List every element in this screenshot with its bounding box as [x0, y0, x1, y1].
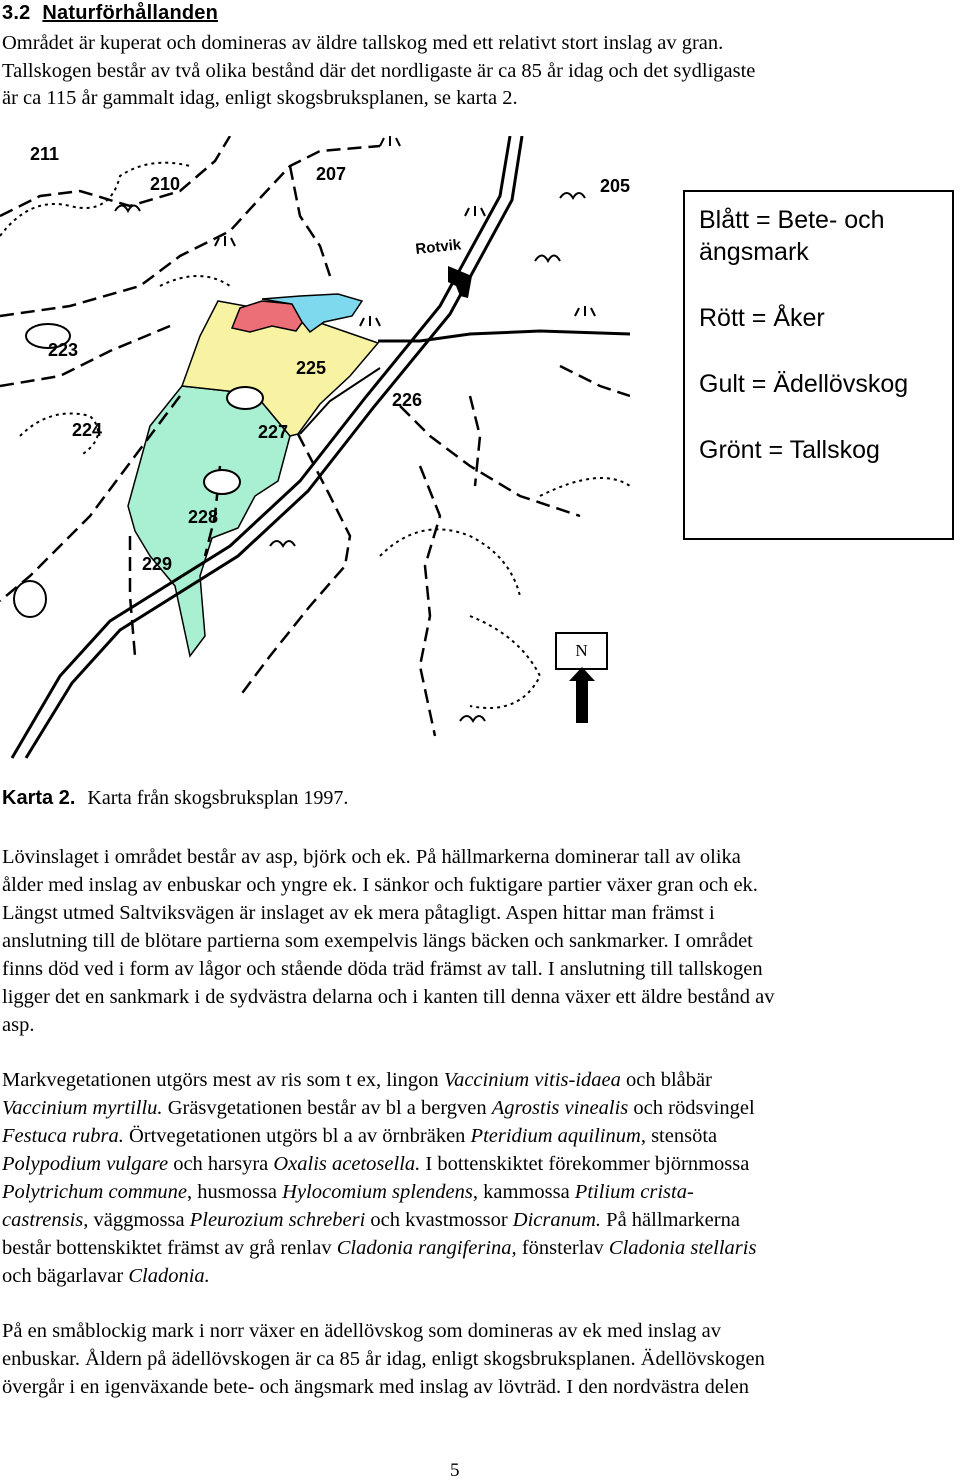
paragraph-line: anslutning till de blötare partierna som exempelvis längs bäcken och sankmarker. I området	[2, 930, 753, 952]
paragraph-line: På en småblockig mark i norr växer en ädellövskog som domineras av ek med inslag av	[2, 1320, 722, 1342]
stand-label-224: 224	[72, 420, 103, 440]
text-run: , kammossa	[472, 1181, 575, 1203]
section-title: Naturförhållanden	[42, 2, 219, 24]
stand-label-211: 211	[30, 144, 60, 164]
paragraph-lovinslag	[2, 843, 952, 1039]
text-run: , stensöta	[640, 1125, 718, 1147]
north-label: N	[555, 632, 608, 670]
paragraph-line: asp.	[2, 1014, 35, 1036]
stand-label-226: 226	[392, 390, 423, 410]
paragraph-adellovskog	[2, 1317, 952, 1401]
stand-label-229: 229	[142, 554, 173, 574]
paragraph-line: finns död ved i form av lågor och stående döda träd främst av tall. I anslutning till tallskogen	[2, 958, 763, 980]
intro-line: Tallskogen består av två olika bestånd där det nordligaste är ca 85 år idag och det sydligaste	[2, 59, 756, 82]
paragraph-line	[2, 1206, 952, 1234]
text-run: , husmossa	[187, 1181, 283, 1203]
paragraph-line: enbuskar. Åldern på ädellövskogen är ca 85 år idag, enligt skogsbruksplanen. Ädellövskogen	[2, 1348, 765, 1370]
paragraph-line: Längst utmed Saltviksvägen är inslaget av ek mera påtagligt. Aspen hittar man främst i	[2, 902, 715, 924]
forest-stand-map	[0, 136, 630, 761]
paragraph-line	[2, 1122, 952, 1150]
caption-label: Karta 2.	[2, 787, 76, 809]
intro-line: är ca 115 år gammalt idag, enligt skogsbruksplanen, se karta 2.	[2, 87, 518, 109]
species-name: Hylocomium splendens	[282, 1181, 473, 1203]
intro-paragraph	[2, 30, 952, 113]
text-run: består bottenskiktet främst av grå renlav	[2, 1237, 337, 1259]
text-run: fönsterlav	[516, 1237, 609, 1259]
species-name: Vaccinium myrtillu.	[2, 1097, 163, 1119]
paragraph-line: ligger det en sankmark i de sydvästra delarna och i kanten till denna växer ett äldre bestånd av	[2, 986, 775, 1008]
species-name: Pteridium aquilinum	[470, 1125, 641, 1147]
species-name: Dicranum.	[512, 1209, 602, 1231]
stand-label-225: 225	[296, 358, 327, 378]
map-place-label: Rotvik	[414, 236, 463, 258]
legend-green: Grönt = Tallskog	[699, 436, 880, 464]
paragraph-line	[2, 1262, 952, 1290]
text-run: Markvegetationen utgörs mest av ris som t ex, lingon	[2, 1069, 444, 1091]
page-number: 5	[450, 1460, 460, 1481]
species-name: Cladonia stellaris	[608, 1237, 757, 1259]
paragraph-line: Lövinslaget i området består av asp, björk och ek. På hällmarkerna dominerar tall av olika	[2, 846, 741, 868]
section-heading	[2, 2, 218, 25]
text-run: och kvastmossor	[365, 1209, 513, 1231]
paragraph-line: ålder med inslag av enbuskar och yngre ek. I sänkor och fuktigare partier växer gran och ek.	[2, 874, 758, 896]
species-name: Oxalis acetosella.	[273, 1153, 421, 1175]
stand-label-205: 205	[600, 176, 630, 196]
text-run: , väggmossa	[83, 1209, 190, 1231]
stand-label-228: 228	[188, 507, 219, 527]
caption-text: Karta från skogsbruksplan 1997.	[87, 787, 349, 809]
species-name: Ptilium crista-	[574, 1181, 694, 1203]
species-name: Cladonia.	[128, 1265, 210, 1287]
paragraph-line	[2, 1150, 952, 1178]
species-name: Festuca rubra.	[2, 1125, 124, 1147]
species-name: Polytrichum commune	[2, 1181, 188, 1203]
intro-line: Området är kuperat och domineras av äldre tallskog med ett relativt stort inslag av gran.	[2, 32, 724, 54]
text-run: och blåbär	[620, 1069, 712, 1091]
text-run: Gräsvgetationen består av bl a bergven	[162, 1097, 492, 1119]
text-run: I bottenskiktet förekommer björnmossa	[420, 1153, 750, 1175]
map-legend	[683, 190, 954, 540]
text-run: och rödsvingel	[628, 1097, 755, 1119]
species-name: Cladonia rangiferina,	[336, 1237, 517, 1259]
legend-blue-line1: Blått = Bete- och	[699, 206, 885, 234]
stand-label-207: 207	[316, 164, 347, 184]
species-name: castrensis	[2, 1209, 84, 1231]
stand-label-210: 210	[150, 174, 181, 194]
text-run: och bägarlavar	[2, 1265, 129, 1287]
paragraph-line	[2, 1178, 952, 1206]
paragraph-line	[2, 1066, 952, 1094]
text-run: Örtvegetationen utgörs bl a av örnbräken	[123, 1125, 471, 1147]
paragraph-line	[2, 1234, 952, 1262]
paragraph-line: övergår i en igenväxande bete- och ängsmark med inslag av lövträd. I den nordvästra delen	[2, 1376, 750, 1398]
species-name: Agrostis vinealis	[491, 1097, 629, 1119]
stand-label-227: 227	[258, 422, 289, 442]
paragraph-line	[2, 1094, 952, 1122]
stand-label-223: 223	[48, 340, 79, 360]
text-run: och harsyra	[168, 1153, 274, 1175]
species-name: Vaccinium vitis-idaea	[443, 1069, 621, 1091]
species-name: Polypodium vulgare	[2, 1153, 169, 1175]
map-caption	[2, 787, 348, 810]
legend-blue-line2: ängsmark	[699, 238, 809, 266]
text-run: På hällmarkerna	[601, 1209, 740, 1231]
north-arrow-icon	[569, 667, 595, 723]
paragraph-markvegetation	[2, 1066, 952, 1290]
species-name: Pleurozium schreberi	[189, 1209, 366, 1231]
section-number: 3.2	[2, 2, 31, 24]
legend-red: Rött = Åker	[699, 304, 825, 332]
legend-yellow: Gult = Ädellövskog	[699, 370, 909, 398]
